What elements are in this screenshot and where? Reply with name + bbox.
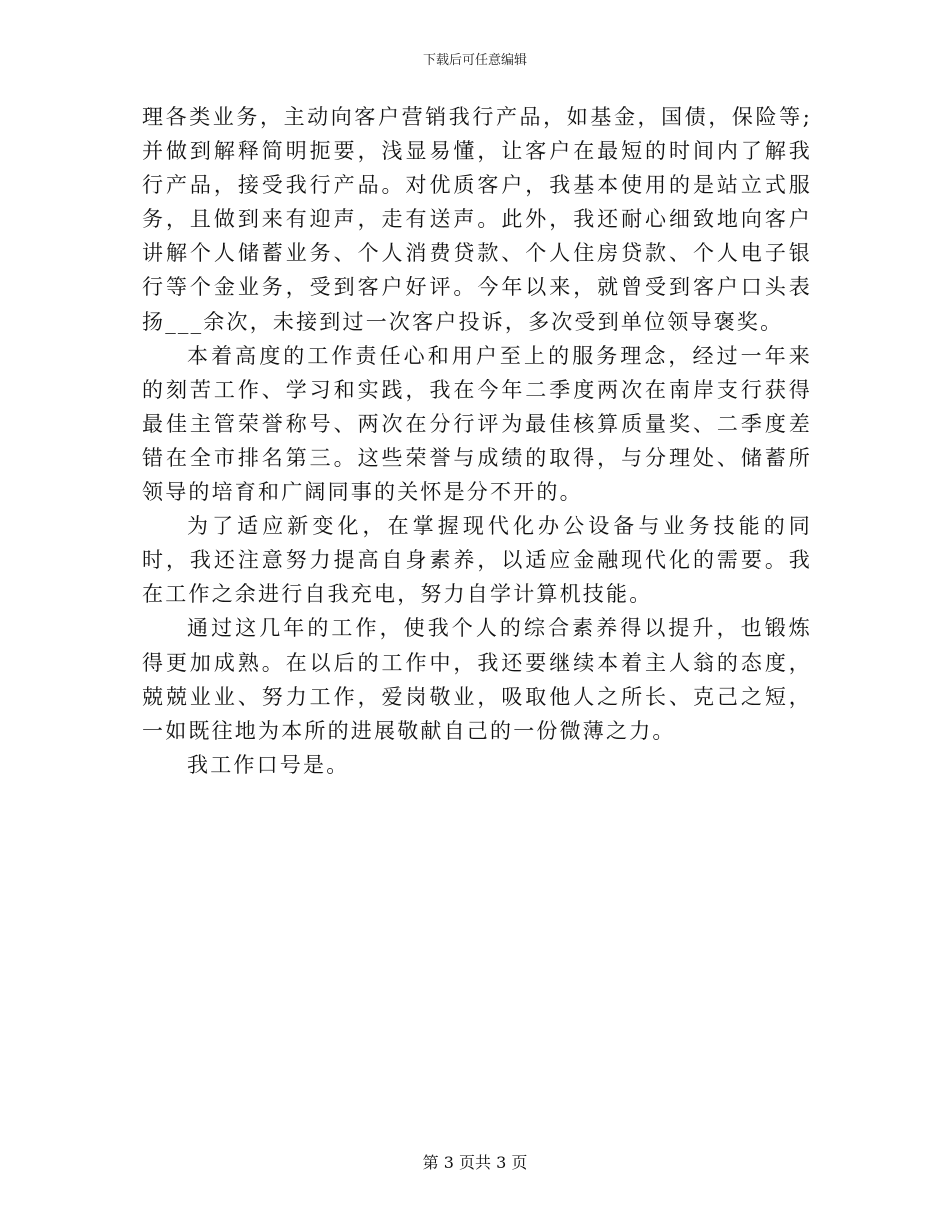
paragraph-slogan: 我工作口号是。 [187, 752, 350, 777]
paragraph-continuation: 理各类业务，主动向客户营销我行产品，如基金，国债，保险等;并做到解释简明扼要，浅显易懂，让客户在最短的时间内了解我行产品，接受我行产品。对优质客户，我基本使用的是站立式服务，且做到来有迎声，走有送声。此外，我还耐心细致地向客户讲解个人储蓄业务、个人消费贷款、个人住房贷款、个人电子银行等个金业务，受到客户好评。今年以来，就曾受到客户口头表扬___余次，未接到过一次客户投诉，多次受到单位领导褒奖。 [142, 105, 812, 334]
paragraph-honors: 本着高度的工作责任心和用户至上的服务理念，经过一年来的刻苦工作、学习和实践，我在今年二季度两次在南岸支行获得最佳主管荣誉称号、两次在分行评为最佳核算质量奖、二季度差错在全市排名第三。这些荣誉与成绩的取得，与分理处、储蓄所领导的培育和广阔同事的关怀是分不开的。 [142, 343, 812, 505]
page-header: 下载后可任意编辑 [422, 53, 527, 68]
paragraph-self-improvement: 为了适应新变化，在掌握现代化办公设备与业务技能的同时，我还注意努力提高自身素养，以适应金融现代化的需要。我在工作之余进行自我充电，努力自学计算机技能。 [142, 514, 812, 607]
page-number-footer: 第 3 页共 3 页 [422, 1153, 528, 1172]
document-body [142, 100, 812, 782]
paragraph-conclusion: 通过这几年的工作，使我个人的综合素养得以提升，也锻炼得更加成熟。在以后的工作中，我还要继续本着主人翁的态度，兢兢业业、努力工作，爱岗敬业，吸取他人之所长、克己之短，一如既往地为本所的进展敬献自己的一份微薄之力。 [142, 616, 812, 743]
